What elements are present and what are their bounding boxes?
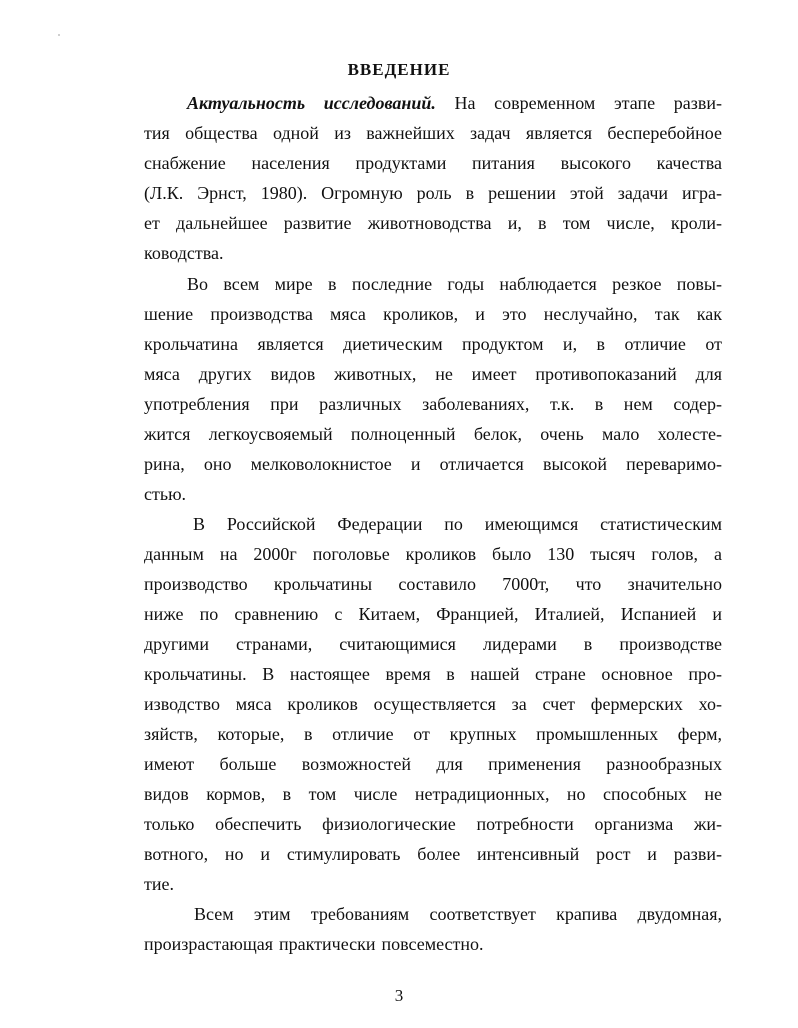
- paragraph-2-line-1: Во всем мире в последние годы наблюдается резкое повы-: [187, 274, 722, 294]
- paragraph-1-line-4: (Л.К. Эрнст, 1980). Огромную роль в решении этой задачи игра-: [144, 183, 722, 203]
- paragraph-3-line-11: только обеспечить физиологические потребности организма жи-: [144, 814, 722, 834]
- paragraph-3-line-2: данным на 2000г поголовье кроликов было 130 тысяч голов, а: [144, 544, 722, 564]
- paragraph-1-line-6: ководства.: [144, 243, 224, 263]
- paragraph-1-line-5: ет дальнейшее развитие животноводства и, в том числе, кроли-: [144, 213, 722, 233]
- paragraph-4-line-1: Всем этим требованиям соответствует крапива двудомная,: [194, 904, 722, 924]
- page-number: 3: [394, 986, 404, 1005]
- paragraph-2-line-5: употребления при различных заболеваниях, т.к. в нем содер-: [144, 394, 722, 414]
- paragraph-3-line-5: другими странами, считающимися лидерами в производстве: [144, 634, 722, 654]
- paragraph-3-line-8: зяйств, которые, в отличие от крупных промышленных ферм,: [144, 724, 722, 744]
- paragraph-1-line-2: тия общества одной из важнейших задач является бесперебойное: [144, 123, 722, 143]
- paragraph-2-line-8: стью.: [144, 484, 187, 504]
- paragraph-1-line-1: [187, 91, 722, 115]
- scan-dot: [58, 34, 60, 36]
- paragraph-2-line-6: жится легкоусвояемый полноценный белок, очень мало холесте-: [144, 424, 722, 444]
- section-heading-relevance: Актуальность исследований.: [187, 93, 436, 113]
- paragraph-3-line-3: производство крольчатины составило 7000т, что значительно: [144, 574, 722, 594]
- paragraph-3-line-1: В Российской Федерации по имеющимся статистическим: [193, 514, 722, 534]
- paragraph-3-line-9: имеют больше возможностей для применения разнообразных: [144, 754, 722, 774]
- paragraph-1-line-3: снабжение населения продуктами питания высокого качества: [144, 153, 722, 173]
- paragraph-3-line-13: тие.: [144, 874, 174, 894]
- paragraph-2-line-2: шение производства мяса кроликов, и это неслучайно, так как: [144, 304, 722, 324]
- paragraph-2-line-3: крольчатина является диетическим продуктом и, в отличие от: [144, 334, 722, 354]
- paragraph-3-line-12: вотного, но и стимулировать более интенсивный рост и разви-: [144, 844, 722, 864]
- paragraph-3-line-10: видов кормов, в том числе нетрадиционных, но способных не: [144, 784, 722, 804]
- page-title: ВВЕДЕНИЕ: [347, 60, 451, 79]
- paragraph-3-line-7: изводство мяса кроликов осуществляется за счет фермерских хо-: [144, 694, 722, 714]
- paragraph-3-line-4: ниже по сравнению с Китаем, Францией, Италией, Испанией и: [144, 604, 722, 624]
- paragraph-2-line-7: рина, оно мелковолокнистое и отличается высокой переваримо-: [144, 454, 722, 474]
- paragraph-2-line-4: мяса других видов животных, не имеет противопоказаний для: [144, 364, 722, 384]
- paragraph-3-line-6: крольчатины. В настоящее время в нашей стране основное про-: [144, 664, 722, 684]
- paragraph-1-line-1-text: На современном этапе разви-: [454, 93, 722, 113]
- paragraph-4-line-2: произрастающая практически повсеместно.: [144, 934, 484, 954]
